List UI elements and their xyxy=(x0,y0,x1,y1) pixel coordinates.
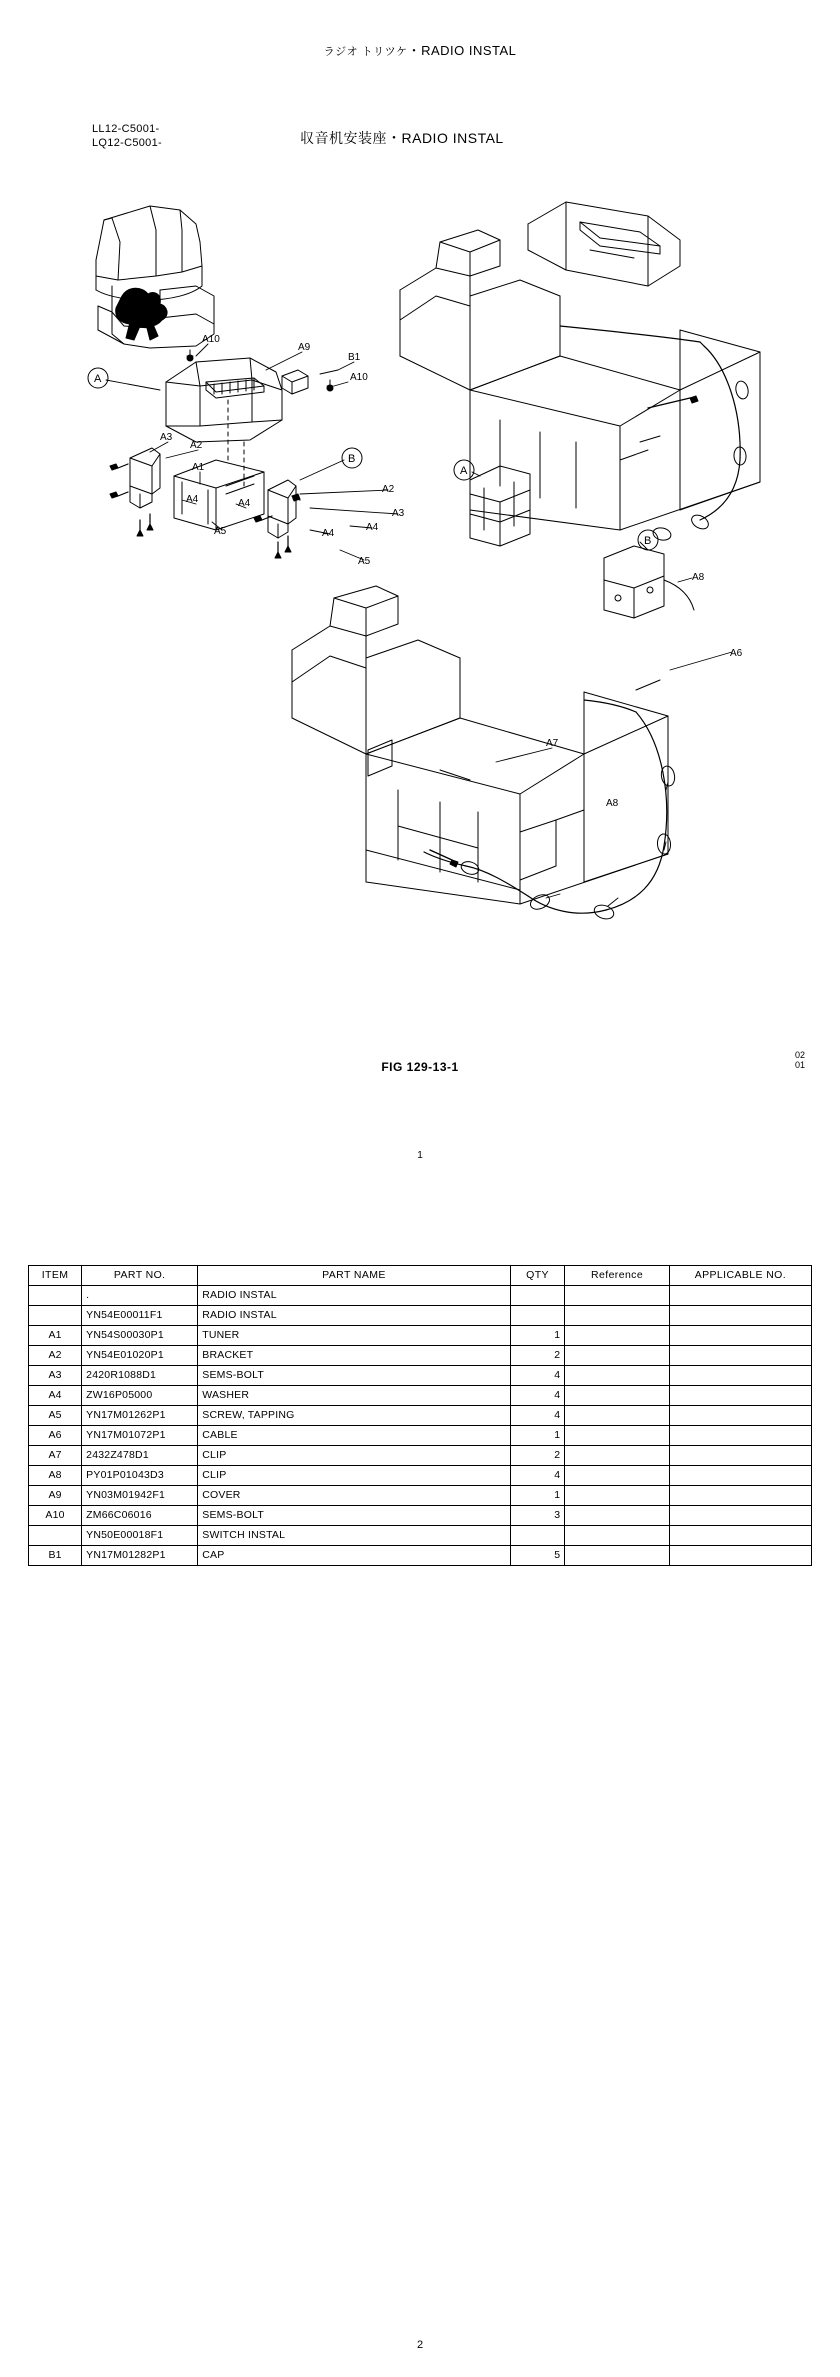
cell-reference xyxy=(565,1466,669,1486)
table-row[interactable] xyxy=(29,1326,812,1346)
table-row[interactable] xyxy=(29,1306,812,1326)
callout-a4-r1: A4 xyxy=(366,522,379,533)
column-header-reference: Reference xyxy=(565,1266,669,1286)
callout-circle-b-1: B xyxy=(348,453,356,465)
main-machine-view xyxy=(292,586,676,921)
upper-right-console-assembly xyxy=(400,202,760,542)
cell-applicable-no xyxy=(669,1326,811,1346)
cell-reference xyxy=(565,1286,669,1306)
cell-applicable-no xyxy=(669,1526,811,1546)
cell-part-name: CABLE xyxy=(198,1426,511,1446)
cell-qty: 3 xyxy=(510,1506,565,1526)
cell-item xyxy=(29,1306,82,1326)
cab-key-view xyxy=(96,206,214,348)
cell-item xyxy=(29,1526,82,1546)
cell-applicable-no xyxy=(669,1546,811,1566)
cell-item: A8 xyxy=(29,1466,82,1486)
corner-number-2: 01 xyxy=(794,1060,805,1070)
model-code-1: LL12-C5001- xyxy=(92,123,160,135)
cell-applicable-no xyxy=(669,1466,811,1486)
cell-part-no: YN54E01020P1 xyxy=(82,1346,198,1366)
cell-applicable-no xyxy=(669,1486,811,1506)
callout-a8-lower: A8 xyxy=(606,798,619,809)
cell-qty xyxy=(510,1286,565,1306)
cell-applicable-no xyxy=(669,1346,811,1366)
cell-part-name: RADIO INSTAL xyxy=(198,1306,511,1326)
page-number: 2 xyxy=(416,2339,424,2351)
callout-a5-right: A5 xyxy=(358,556,371,567)
table-header-row xyxy=(29,1266,812,1286)
callout-a10-right: A10 xyxy=(350,372,368,383)
callout-a3-left: A3 xyxy=(160,432,173,443)
cell-reference xyxy=(565,1386,669,1406)
cell-part-name: WASHER xyxy=(198,1386,511,1406)
cell-part-name: SCREW, TAPPING xyxy=(198,1406,511,1426)
exploded-assembly-drawing xyxy=(0,90,840,1100)
parts-table xyxy=(28,1265,812,1566)
callout-a5-left: A5 xyxy=(214,526,227,537)
cell-part-no: YN54S00030P1 xyxy=(82,1326,198,1346)
cell-part-no: PY01P01043D3 xyxy=(82,1466,198,1486)
cell-applicable-no xyxy=(669,1306,811,1326)
table-row[interactable] xyxy=(29,1486,812,1506)
cell-reference xyxy=(565,1426,669,1446)
callout-a8-upper: A8 xyxy=(692,572,705,583)
cell-applicable-no xyxy=(669,1366,811,1386)
cell-part-name: SEMS-BOLT xyxy=(198,1506,511,1526)
callout-circle-b-2: B xyxy=(644,535,652,547)
cell-part-name: CLIP xyxy=(198,1466,511,1486)
table-row[interactable] xyxy=(29,1346,812,1366)
figure-title: 収音机安装座・RADIO INSTAL xyxy=(300,130,504,146)
cell-item: A4 xyxy=(29,1386,82,1406)
cell-part-no: 2420R1088D1 xyxy=(82,1366,198,1386)
cell-qty: 4 xyxy=(510,1386,565,1406)
cell-item: A7 xyxy=(29,1446,82,1466)
cell-reference xyxy=(565,1346,669,1366)
corner-number-1: 02 xyxy=(794,1050,805,1060)
cell-qty: 1 xyxy=(510,1326,565,1346)
figure-number: FIG 129-13-1 xyxy=(381,1060,459,1074)
cell-applicable-no xyxy=(669,1426,811,1446)
callout-a4-l2: A4 xyxy=(238,498,251,509)
callout-a3-right: A3 xyxy=(392,508,405,519)
cell-part-name: SEMS-BOLT xyxy=(198,1366,511,1386)
cell-qty: 2 xyxy=(510,1346,565,1366)
column-header-item: ITEM xyxy=(29,1266,82,1286)
cell-reference xyxy=(565,1306,669,1326)
cell-part-name: CAP xyxy=(198,1546,511,1566)
cell-qty: 5 xyxy=(510,1546,565,1566)
cell-part-no: ZM66C06016 xyxy=(82,1506,198,1526)
cell-part-no: YN17M01262P1 xyxy=(82,1406,198,1426)
cell-reference xyxy=(565,1486,669,1506)
cell-qty: 4 xyxy=(510,1406,565,1426)
cell-qty xyxy=(510,1526,565,1546)
cell-part-no: YN17M01282P1 xyxy=(82,1546,198,1566)
cell-reference xyxy=(565,1546,669,1566)
table-row[interactable] xyxy=(29,1366,812,1386)
column-header-part-name: PART NAME xyxy=(198,1266,511,1286)
table-row[interactable] xyxy=(29,1506,812,1526)
header-title: RADIO INSTAL xyxy=(421,43,517,58)
cell-item: A9 xyxy=(29,1486,82,1506)
corner-numbers xyxy=(795,1050,805,1070)
detail-b-bracket xyxy=(604,546,694,618)
cell-applicable-no xyxy=(669,1286,811,1306)
cell-reference xyxy=(565,1446,669,1466)
callout-a10-top: A10 xyxy=(202,334,220,345)
column-header-part-no: PART NO. xyxy=(82,1266,198,1286)
cell-qty: 2 xyxy=(510,1446,565,1466)
cell-qty: 1 xyxy=(510,1486,565,1506)
callout-a4-r2: A4 xyxy=(322,528,335,539)
cell-item: A10 xyxy=(29,1506,82,1526)
callout-circle-a-1: A xyxy=(94,373,102,385)
cell-qty xyxy=(510,1306,565,1326)
cell-part-name: SWITCH INSTAL xyxy=(198,1526,511,1546)
table-row[interactable] xyxy=(29,1386,812,1406)
callout-circle-a-2: A xyxy=(460,465,468,477)
table-row[interactable] xyxy=(29,1286,812,1306)
cell-reference xyxy=(565,1526,669,1546)
model-code-2: LQ12-C5001- xyxy=(92,137,162,149)
cell-qty: 1 xyxy=(510,1426,565,1446)
cell-applicable-no xyxy=(669,1386,811,1406)
column-header-qty: QTY xyxy=(510,1266,565,1286)
table-row[interactable] xyxy=(29,1426,812,1446)
cell-qty: 4 xyxy=(510,1466,565,1486)
sheet-number: 1 xyxy=(417,1150,423,1161)
parts-table-container xyxy=(28,1265,812,1566)
cell-part-no: YN50E00018F1 xyxy=(82,1526,198,1546)
cell-part-name: BRACKET xyxy=(198,1346,511,1366)
callout-a4-l1: A4 xyxy=(186,494,199,505)
cell-item: A3 xyxy=(29,1366,82,1386)
cell-part-name: COVER xyxy=(198,1486,511,1506)
cell-item: A6 xyxy=(29,1426,82,1446)
cell-reference xyxy=(565,1326,669,1346)
callout-a2-right: A2 xyxy=(382,484,395,495)
cell-part-no: 2432Z478D1 xyxy=(82,1446,198,1466)
table-row[interactable] xyxy=(29,1546,812,1566)
column-header-applicable-no: APPLICABLE NO. xyxy=(669,1266,811,1286)
cell-part-name: TUNER xyxy=(198,1326,511,1346)
callout-a9: A9 xyxy=(298,342,311,353)
cell-part-no: . xyxy=(82,1286,198,1306)
callout-a1: A1 xyxy=(192,462,205,473)
cell-reference xyxy=(565,1366,669,1386)
page-header xyxy=(0,40,840,59)
cell-item: A1 xyxy=(29,1326,82,1346)
table-row[interactable] xyxy=(29,1406,812,1426)
table-row[interactable] xyxy=(29,1446,812,1466)
cell-part-no: ZW16P05000 xyxy=(82,1386,198,1406)
cell-item: B1 xyxy=(29,1546,82,1566)
table-row[interactable] xyxy=(29,1466,812,1486)
cell-part-name: CLIP xyxy=(198,1446,511,1466)
cell-part-no: YN54E00011F1 xyxy=(82,1306,198,1326)
tuner-bracket-exploded xyxy=(110,448,300,558)
cell-applicable-no xyxy=(669,1406,811,1426)
callout-a7: A7 xyxy=(546,738,559,749)
callout-a6: A6 xyxy=(730,648,743,659)
callout-a2-left: A2 xyxy=(190,440,203,451)
cell-item: A5 xyxy=(29,1406,82,1426)
header-japanese-title: ラジオ トリツケ xyxy=(323,46,408,58)
cell-part-name: RADIO INSTAL xyxy=(198,1286,511,1306)
cell-applicable-no xyxy=(669,1506,811,1526)
cell-item: A2 xyxy=(29,1346,82,1366)
cell-part-no: YN17M01072P1 xyxy=(82,1426,198,1446)
cell-qty: 4 xyxy=(510,1366,565,1386)
cell-applicable-no xyxy=(669,1446,811,1466)
table-row[interactable] xyxy=(29,1526,812,1546)
cell-part-no: YN03M01942F1 xyxy=(82,1486,198,1506)
callout-b1: B1 xyxy=(348,352,361,363)
header-separator: ・ xyxy=(407,43,422,58)
cell-reference xyxy=(565,1506,669,1526)
cell-reference xyxy=(565,1406,669,1426)
cell-item xyxy=(29,1286,82,1306)
